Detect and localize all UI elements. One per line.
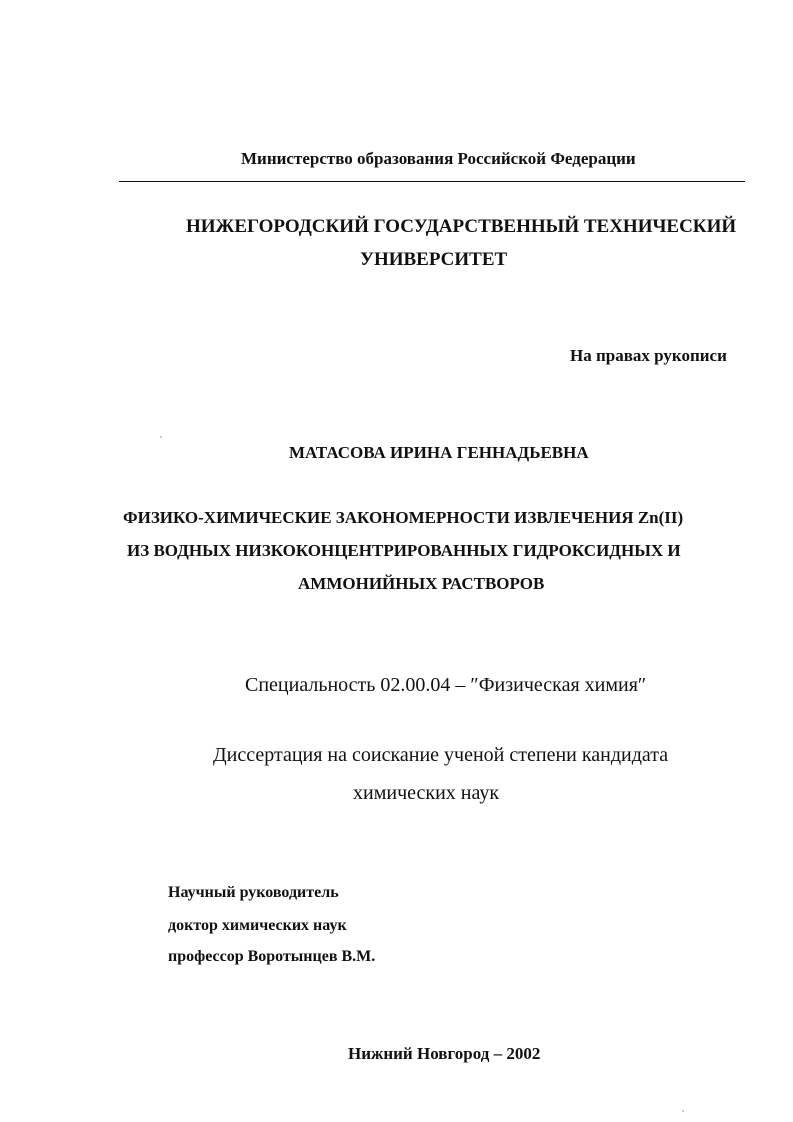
place-and-year: Нижний Новгород – 2002 <box>348 1044 541 1063</box>
ministry-heading: Министерство образования Российской Федерации <box>241 149 636 168</box>
supervisor-name: профессор Воротынцев В.М. <box>168 948 376 965</box>
scan-speck <box>160 436 162 438</box>
supervisor-label: Научный руководитель <box>168 884 339 901</box>
scan-speck <box>682 1110 684 1112</box>
university-name-line-1: НИЖЕГОРОДСКИЙ ГОСУДАРСТВЕННЫЙ ТЕХНИЧЕСКИЙ <box>186 216 737 237</box>
thesis-title-line-1: ФИЗИКО-ХИМИЧЕСКИЕ ЗАКОНОМЕРНОСТИ ИЗВЛЕЧЕНИЯ Zn(II) <box>123 508 684 527</box>
thesis-title-line-3: АММОНИЙНЫХ РАСТВОРОВ <box>298 574 545 593</box>
degree-statement-line-2: химических наук <box>353 782 500 804</box>
thesis-title-line-2: ИЗ ВОДНЫХ НИЗКОКОНЦЕНТРИРОВАННЫХ ГИДРОКСИДНЫХ И <box>127 541 681 560</box>
specialty-line: Специальность 02.00.04 – ″Физическая химия″ <box>245 674 647 696</box>
author-name: МАТАСОВА ИРИНА ГЕННАДЬЕВНА <box>289 443 589 462</box>
university-name-line-2: УНИВЕРСИТЕТ <box>360 249 508 270</box>
supervisor-degree: доктор химических наук <box>168 917 347 934</box>
header-divider <box>119 181 745 182</box>
degree-statement-line-1: Диссертация на соискание ученой степени кандидата <box>213 744 669 766</box>
manuscript-rights-note: На правах рукописи <box>570 346 727 365</box>
